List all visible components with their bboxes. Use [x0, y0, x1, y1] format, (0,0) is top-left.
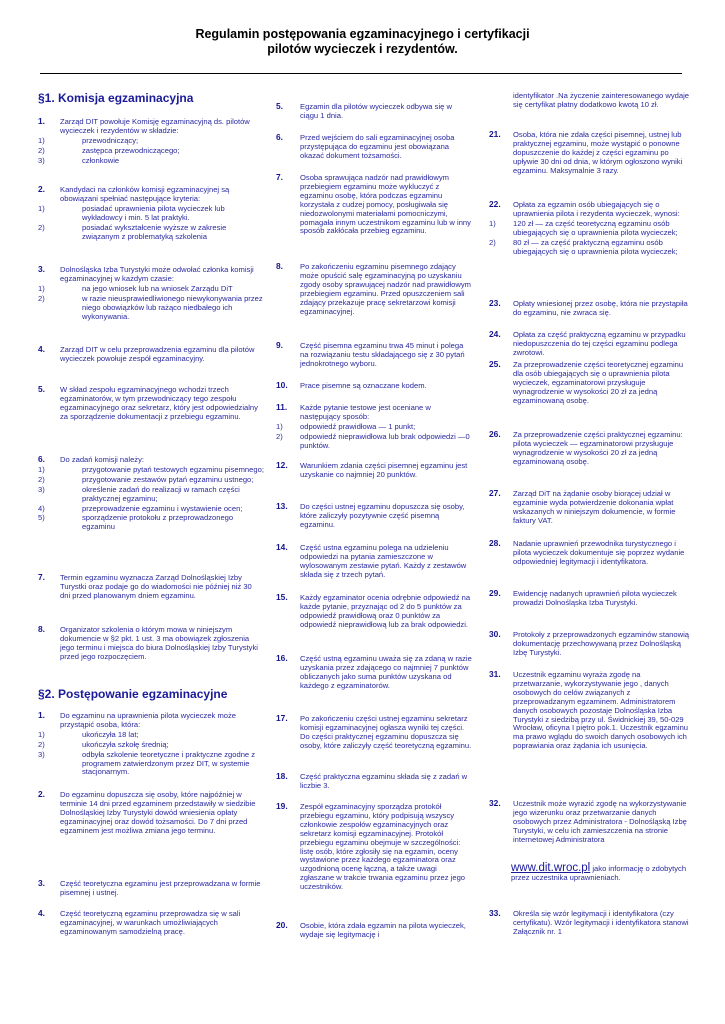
item-text: Za przeprowadzenie części teoretycznej egzaminu dla osób ubiegających się o uprawnienia pilota wycieczek, egzaminatorowi przysługuje wynagrodzenie w wysokości 20 zł za jedną egzaminowaną osobę. — [513, 360, 684, 405]
sub-item-text: w razie nieusprawiedliwionego niewykonywania przez niego obowiązków lub rażąco niedbałego ich wykonywania. — [82, 293, 263, 321]
item-number: 2. — [38, 789, 45, 799]
regulation-item — [489, 671, 691, 751]
regulation-item — [38, 346, 264, 364]
sub-item — [38, 295, 264, 322]
regulation-item — [276, 655, 472, 691]
item-text: Zespół egzaminacyjny sporządza protokół przebiegu egzaminu, który podpisują wszyscy członkowie zespołów egzaminacyjnych oraz sekretarz komisji egzaminacyjnej. Protokół przebiegu egzaminu obejmuje w szczególności: listę osób, które zgłosiły się na egzamin, oceny wystawione przez każdego egzaminatora oraz uzgodnioną ocenę łączną, a także uwagi zgłaszane w trakcie trwania egzaminu przez jego uczestników. — [300, 802, 466, 892]
sub-item — [38, 285, 264, 294]
sub-item — [38, 751, 264, 778]
sub-item-number: 5) — [38, 513, 45, 523]
sub-item-text: członkowie — [82, 155, 120, 165]
sub-item-text: ukończyła szkołę średnią; — [82, 739, 169, 749]
regulation-item — [38, 574, 264, 601]
item-number: 1. — [38, 710, 45, 720]
regulation-item — [489, 300, 691, 318]
item-text: Po zakończeniu części ustnej egzaminu sekretarz komisji egzaminacyjnej ogłasza wyniki tej części. Do części praktycznej egzaminu dopuszcza się osoby, które zaliczyły część teoretyczną egzaminu. — [300, 714, 472, 750]
sub-item — [38, 466, 264, 475]
item-number: 32. — [489, 798, 501, 808]
regulation-item — [489, 431, 691, 467]
sub-item-text: zastępca przewodniczącego; — [82, 145, 180, 155]
sub-item — [38, 205, 264, 223]
website-link[interactable]: www.dit.wroc.pl — [511, 862, 591, 874]
item-text: Do zadań komisji należy: — [60, 455, 144, 464]
item-text: Przed wejściem do sali egzaminacyjnej osoba przystępująca do egzaminu jest obowiązana okazać dokument tożsamości. — [300, 133, 455, 160]
sub-item — [276, 423, 472, 432]
regulation-item — [276, 773, 472, 791]
sub-item-text: posiadać uprawnienia pilota wycieczek lub wykładowcy i min. 5 lat praktyki. — [82, 203, 225, 222]
item-number: 22. — [489, 199, 501, 209]
sub-item-number: 2) — [38, 293, 45, 303]
item-number: 33. — [489, 908, 501, 918]
regulation-item — [489, 590, 691, 608]
item-text: Zarząd DIT powołuje Komisję egzaminacyjną ds. pilotów wycieczek i rezydentów w składzie: — [60, 117, 250, 135]
item-text: Opłaty wniesionej przez osobę, która nie przystąpiła do egzaminu, nie zwraca się. — [513, 299, 688, 317]
item-number: 27. — [489, 488, 501, 498]
item-number: 10. — [276, 380, 288, 390]
sub-item — [38, 514, 264, 532]
item-number: 6. — [38, 454, 45, 464]
sub-item — [38, 224, 264, 242]
item-text: Część pisemna egzaminu trwa 45 minut i polega na rozwiązaniu testu składającego się z 30 pytań jednokrotnego wyboru. — [300, 341, 465, 368]
regulation-item — [276, 174, 472, 236]
sub-item-number: 3) — [38, 484, 45, 494]
sub-item-text: odpowiedź prawidłowa — 1 punkt; — [300, 421, 416, 431]
regulation-item — [276, 342, 472, 369]
item-number: 3. — [38, 878, 45, 888]
item-number: 7. — [276, 172, 283, 182]
item-text: Po zakończeniu egzaminu pisemnego zdający może opuścić salę egzaminacyjną po uzyskaniu zgody osoby sprawującej nadzór nad prawidłowym przebiegiem egzaminu. Przed opuszczeniem sali zdający przekazuje pracę sekretarzowi komisji egzaminacyjnej. — [300, 262, 471, 316]
item-text: identyfikator .Na życzenie zainteresowanego wydaje się certyfikat płatny dodatkowo kwotą 10 zł. — [513, 91, 690, 109]
regulation-item — [276, 462, 472, 480]
title-rule — [40, 73, 682, 74]
regulation-item — [276, 103, 472, 121]
sub-item-number: 2) — [38, 739, 45, 749]
sub-item-number: 2) — [38, 474, 45, 484]
sub-item — [38, 731, 264, 740]
item-number: 24. — [489, 329, 501, 339]
item-number: 8. — [38, 624, 45, 634]
sub-item-number: 2) — [489, 237, 496, 247]
item-text: Zarząd DIT w celu przeprowadzenia egzaminu dla pilotów wycieczek powołuje zespół egzaminacyjny. — [60, 345, 255, 363]
item-text: Termin egzaminu wyznacza Zarząd Dolnośląskiej Izby Turystki oraz podaje go do wiadomości nie później niż 30 dni przed planowanym dniem egzaminu. — [60, 573, 252, 600]
item-text: Kandydaci na członków komisji egzaminacyjnej są obowiązani spełniać następujące kryteria: — [60, 185, 230, 203]
item-number: 30. — [489, 629, 501, 639]
sub-item-number: 2) — [38, 145, 45, 155]
regulation-item — [489, 631, 691, 658]
item-text: Do egzaminu na uprawnienia pilota wycieczek może przystąpić osoba, która: — [60, 711, 237, 729]
item-number: 19. — [276, 801, 288, 811]
sub-item — [489, 239, 691, 257]
item-text: Do części ustnej egzaminu dopuszcza się osoby, które zaliczyły pozytywnie część pisemną egzaminu. — [300, 502, 465, 529]
website-block — [489, 864, 691, 883]
item-number: 6. — [276, 132, 283, 142]
sub-item-text: 120 zł — za część teoretyczną egzaminu osób ubiegających się o uprawnienia pilota wycieczek; — [513, 218, 678, 237]
regulation-item — [276, 803, 472, 892]
regulation-item — [276, 922, 472, 940]
item-number: 14. — [276, 542, 288, 552]
sub-item-number: 1) — [38, 283, 45, 293]
sub-item-text: określenie zadań do realizacji w ramach części praktycznej egzaminu; — [82, 484, 240, 503]
item-number: 4. — [38, 908, 45, 918]
regulation-item — [276, 544, 472, 580]
regulation-item — [276, 503, 472, 530]
regulation-item — [38, 910, 264, 937]
item-text: Część teoretyczna egzaminu jest przeprowadzana w formie pisemnej i ustnej. — [60, 879, 261, 897]
item-number: 8. — [276, 261, 283, 271]
regulation-item — [489, 910, 691, 937]
regulation-item — [489, 361, 691, 406]
regulation-item — [38, 118, 264, 166]
sub-item-number: 1) — [276, 421, 283, 431]
regulation-item — [276, 715, 472, 751]
item-number: 7. — [38, 572, 45, 582]
sub-item-text: sporządzenie protokołu z przeprowadzonego egzaminu — [82, 513, 234, 532]
sub-item-text: ukończyła 18 lat; — [82, 729, 139, 739]
sub-item-number: 2) — [276, 431, 283, 441]
item-text: Nadanie uprawnień przewodnika turystycznego i pilota wycieczek dokumentuje się poprzez wydanie odpowiedniej legitymacji i identyfikatora. — [513, 539, 685, 566]
regulation-item — [489, 800, 691, 845]
sub-item-text: przygotowanie zestawów pytań egzaminu ustnego; — [82, 474, 254, 484]
sub-item-text: przygotowanie pytań testowych egzaminu pisemnego; — [82, 464, 264, 474]
regulation-item — [489, 540, 691, 567]
sub-item — [489, 220, 691, 238]
item-number: 17. — [276, 713, 288, 723]
regulation-item — [38, 386, 264, 422]
item-text: Uczestnik może wyrazić zgodę na wykorzystywanie jego wizerunku oraz przetwarzanie danych osobowych przez Administratora - Dolnośląską Izbę Turystyki, w celu ich zamieszczenia na stronie internetowej Administratora — [513, 799, 687, 844]
item-number: 28. — [489, 538, 501, 548]
item-number: 12. — [276, 460, 288, 470]
regulation-item — [38, 712, 264, 777]
item-number: 5. — [38, 384, 45, 394]
regulation-item — [38, 626, 264, 662]
regulation-item — [38, 456, 264, 532]
item-text: Osoba, która nie zdała części pisemnej, ustnej lub praktycznej egzaminu, może wystąpić o ponowne dopuszczenie do każdej z części egzaminu po upływie 30 dni od dnia, w którym ogłoszono wyniki egzaminu. Maksymalnie 3 razy. — [513, 130, 683, 175]
item-text: Opłata za część praktyczną egzaminu w przypadku niedopuszczenia do tej części egzaminu podlega zwrotowi. — [513, 330, 686, 357]
regulation-item — [276, 134, 472, 161]
sub-item-text: 80 zł — za część praktyczną egzaminu osób ubiegających się o uprawnienia pilota wycieczek; — [513, 237, 678, 256]
item-text: Zarząd DiT na żądanie osoby biorącej udział w egzaminie wyda potwierdzenie dokonania wpłat wskazanych w niniejszym dokumencie, w formie faktury VAT. — [513, 489, 676, 525]
regulation-item — [489, 490, 691, 526]
sub-item-text: przewodniczący; — [82, 135, 139, 145]
item-number: 31. — [489, 669, 501, 679]
item-number: 5. — [276, 101, 283, 111]
sub-item — [38, 147, 264, 156]
regulation-item — [38, 186, 264, 241]
sub-item — [38, 486, 264, 504]
item-text: Każde pytanie testowe jest oceniane w następujący sposób: — [300, 403, 431, 421]
item-text: W skład zespołu egzaminacyjnego wchodzi trzech egzaminatorów, w tym przewodniczący tego zespołu egzaminacyjnego oraz sekretarz, który jest odpowiedzialny za sporządzenie dokumentacji z przebiegu egzaminu. — [60, 385, 258, 421]
sub-item-text: odpowiedź nieprawidłowa lub brak odpowiedzi —0 punktów. — [300, 431, 470, 450]
regulation-item — [489, 92, 691, 110]
item-text: Ewidencję nadanych uprawnień pilota wycieczek prowadzi Dolnośląska Izba Turystyki. — [513, 589, 677, 607]
sub-item — [276, 433, 472, 451]
item-text: Dolnośląska Izba Turystyki może odwołać członka komisji egzaminacyjnej w każdym czasie: — [60, 265, 254, 283]
item-number: 21. — [489, 129, 501, 139]
item-text: Określa się wzór legitymacji i identyfikatora (czy certyfikatu). Wzór legitymacji i identyfikatora stanowi Załącznik nr. 1 — [513, 909, 689, 936]
item-number: 23. — [489, 298, 501, 308]
item-number: 15. — [276, 592, 288, 602]
section-heading-1: §1. Komisja egzaminacyjna — [38, 91, 194, 105]
sub-item-text: na jego wniosek lub na wniosek Zarządu DiT — [82, 283, 233, 293]
document-title — [0, 27, 725, 57]
item-text: Część ustna egzaminu polega na udzieleniu odpowiedzi na pytania zamieszczone w wylosowanym zestawie pytań. Każdy z zestawów składa się z trzech pytań. — [300, 543, 467, 579]
item-text: Za przeprowadzenie części praktycznej egzaminu: pilota wycieczek — egzaminatorowi przysługuje wynagrodzenie w wysokości 20 zł za jedną egzaminowaną osobę. — [513, 430, 683, 466]
item-number: 29. — [489, 588, 501, 598]
item-text: Osobie, która zdała egzamin na pilota wycieczek, wydaje się legitymację i — [300, 921, 466, 939]
regulation-item — [276, 404, 472, 451]
item-number: 1. — [38, 116, 45, 126]
sub-item — [38, 137, 264, 146]
item-text: Część teoretyczną egzaminu przeprowadza się w sali egzaminacyjnej, w warunkach umożliwiających egzaminowanym samodzielną pracę. — [60, 909, 241, 936]
item-number: 3. — [38, 264, 45, 274]
item-number: 2. — [38, 184, 45, 194]
item-text: Organizator szkolenia o którym mowa w niniejszym dokumencie w §2 pkt. 1 ust. 3 ma obowiązek zgłoszenia jego terminu i miejsca do biura Dolnośląskiej Izby Turystyki przed jego rozpoczęciem. — [60, 625, 258, 661]
item-number: 25. — [489, 359, 501, 369]
regulation-item — [276, 594, 472, 630]
sub-item-number: 3) — [38, 155, 45, 165]
sub-item-number: 1) — [38, 464, 45, 474]
regulation-item — [276, 382, 472, 391]
regulation-item — [276, 263, 472, 316]
section-heading-2: §2. Postępowanie egzaminacyjne — [38, 687, 228, 701]
sub-item — [38, 505, 264, 514]
sub-item-number: 3) — [38, 749, 45, 759]
item-text: Do egzaminu dopuszcza się osoby, które najpóźniej w terminie 14 dni przed egzaminem przedstawiły w siedzibie Dolnośląskiej Izby Turystyki dowód wniesienia opłaty egzaminacyjnej oraz dowód tożsamości. Do 7 dni przed egzaminem jest możliwa zmiana jego terminu. — [60, 790, 256, 835]
item-text: Opłata za egzamin osób ubiegających się o uprawnienia pilota i rezydenta wycieczek, wynosi: — [513, 200, 680, 218]
item-text: Protokoły z przeprowadzonych egzaminów stanowią dokumentację przechowywaną przez Dolnośląską Izbę Turystyki. — [513, 630, 690, 657]
sub-item-text: przeprowadzenie egzaminu i wystawienie ocen; — [82, 503, 243, 513]
sub-item-number: 2) — [38, 222, 45, 232]
sub-item — [38, 741, 264, 750]
item-number: 13. — [276, 501, 288, 511]
item-text: Część praktyczna egzaminu składa się z zadań w liczbie 3. — [300, 772, 468, 790]
item-number: 11. — [276, 402, 288, 412]
regulation-item — [489, 131, 691, 176]
title-line-2: pilotów wycieczek i rezydentów. — [267, 42, 458, 56]
sub-item-number: 1) — [38, 203, 45, 213]
item-text: Uczestnik egzaminu wyraża zgodę na przetwarzanie, wykorzystywanie jego , danych osobowych do celów związanych z przeprowadzanym egzaminem. Administratorem danych osobowych pozostaje Dolnośląska Izba Turystyki z siedzibą przy ul. Świdnickiej 39, 50-029 Wrocław, oficyna I piętro pok.1. Uczestnik egzaminu ma prawo wglądu do swoich danych osobowych ich poprawiania oraz żądania ich usunięcia. — [513, 670, 689, 751]
regulation-item — [489, 201, 691, 256]
sub-item — [38, 476, 264, 485]
item-text: Warunkiem zdania części pisemnej egzaminu jest uzyskanie co najmniej 20 punktów. — [300, 461, 468, 479]
sub-item-number: 1) — [489, 218, 496, 228]
sub-item-number: 4) — [38, 503, 45, 513]
item-number: 9. — [276, 340, 283, 350]
item-number: 4. — [38, 344, 45, 354]
sub-item-number: 1) — [38, 729, 45, 739]
sub-item-text: odbyła szkolenie teoretyczne i praktyczne zgodne z programem zatwierdzonym przez DIT, w systemie stacjonarnym. — [82, 749, 256, 777]
regulation-item — [38, 791, 264, 836]
item-text: Osoba sprawująca nadzór nad prawidłowym przebiegiem egzaminu może wykluczyć z egzaminu osobę, która podczas egzaminu korzystała z cudzej pomocy, posługiwała się niedozwolonymi materiałami pomocniczymi, pomagała innym uczestnikom egzaminu lub w inny sposób zakłócała przebieg egzaminu. — [300, 173, 471, 236]
regulation-item — [38, 266, 264, 321]
item-number: 16. — [276, 653, 288, 663]
item-number: 20. — [276, 920, 288, 930]
sub-item-text: posiadać wykształcenie wyższe w zakresie związanym z problematyką szkolenia — [82, 222, 227, 241]
item-text: Część ustną egzaminu uważa się za zdaną w razie uzyskania przez zdającego co najmniej 7 punktów obliczanych jako suma punktów uzyskana od każdego z egzaminatorów. — [300, 654, 472, 690]
regulation-item — [38, 880, 264, 898]
website-trailing-text: jako informację o zdobytych przez uczestnika uprawnieniach. — [511, 864, 687, 882]
item-text: Prace pisemne są oznaczane kodem. — [300, 381, 427, 390]
title-line-1: Regulamin postępowania egzaminacyjnego i certyfikacji — [195, 27, 530, 41]
sub-item-number: 1) — [38, 135, 45, 145]
item-text: Egzamin dla pilotów wycieczek odbywa się w ciągu 1 dnia. — [300, 102, 452, 120]
item-text: Każdy egzaminator ocenia odrębnie odpowiedź na każde pytanie, przyznając od 2 do 5 punktów za odpowiedź prawidłową oraz 0 punktów za odpowiedź nieprawidłową lub za brak odpowiedzi. — [300, 593, 471, 629]
sub-item — [38, 157, 264, 166]
item-number: 26. — [489, 429, 501, 439]
item-number: 18. — [276, 771, 288, 781]
regulation-item — [489, 331, 691, 358]
